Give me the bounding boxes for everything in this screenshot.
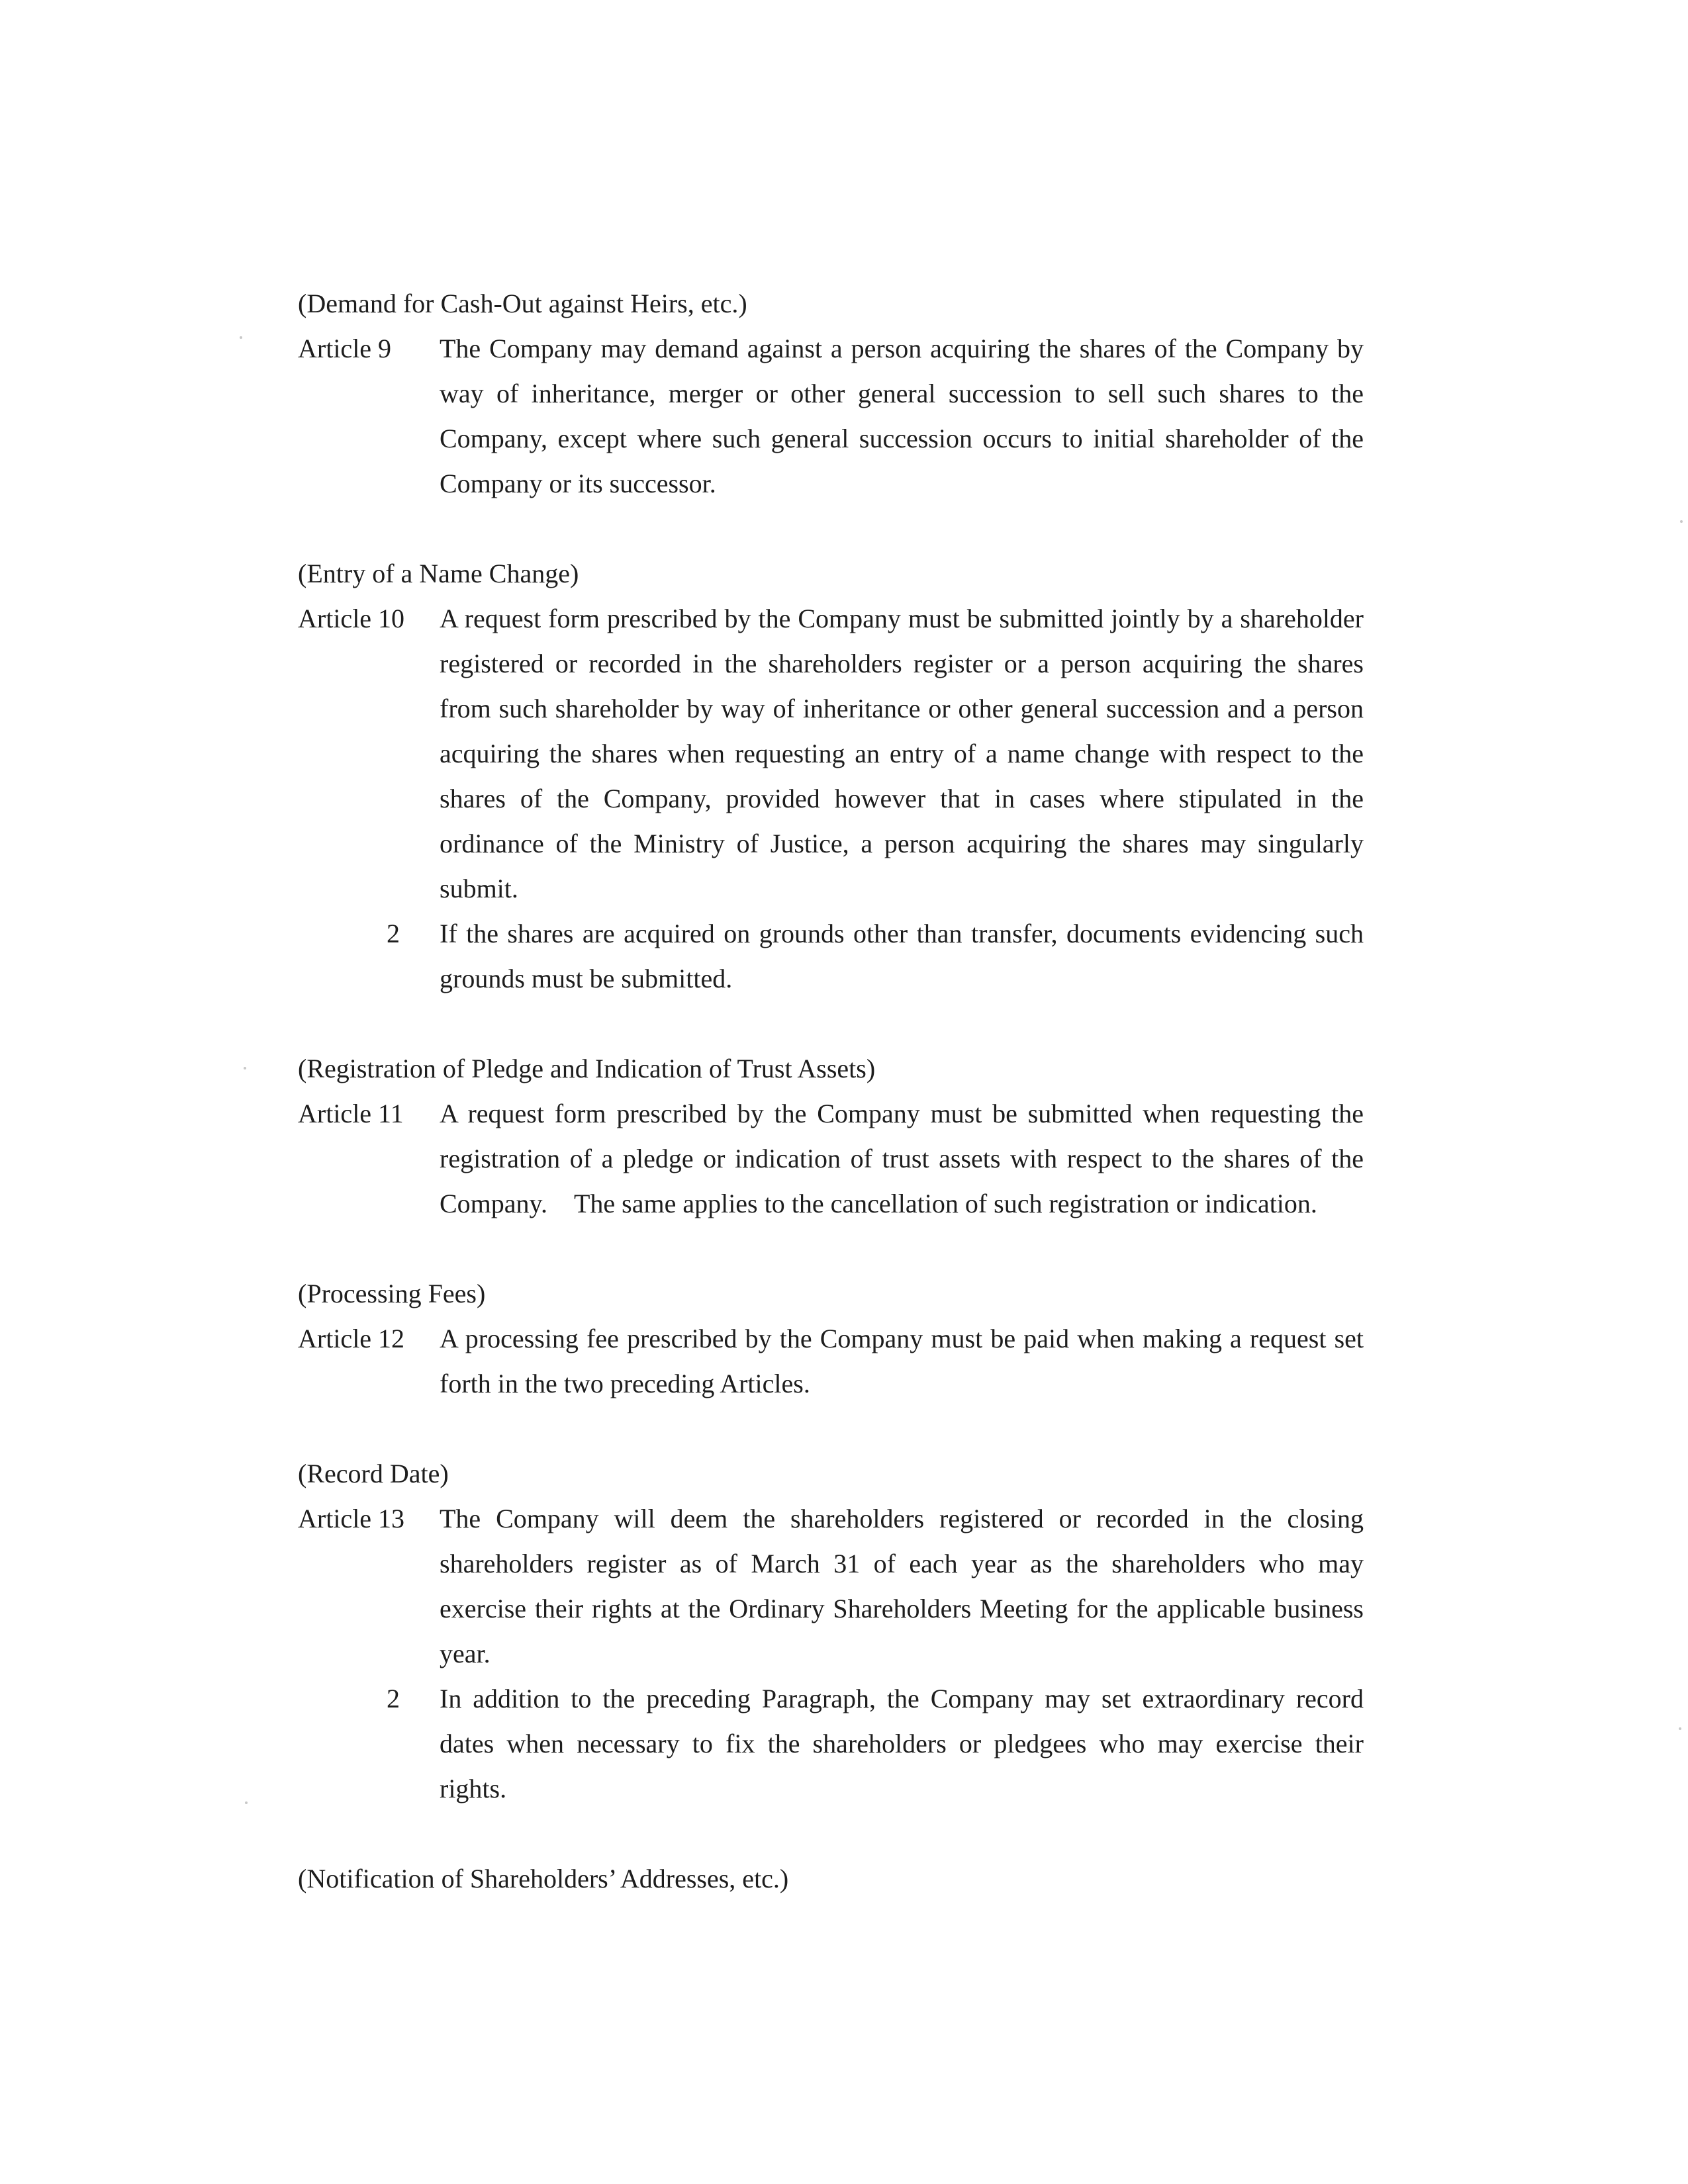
article-block	[298, 1316, 1364, 1406]
section-heading: (Notification of Shareholders’ Addresses, etc.)	[298, 1864, 789, 1893]
scan-speck	[245, 1801, 248, 1804]
subparagraph	[298, 1676, 1364, 1811]
article-paragraph: The Company may demand against a person acquiring the shares of the Company by way of inheritance, merger or other general succession to sell such shares to the Company, except where such general succession occurs to initial shareholder of the Company or its successor.	[440, 334, 1364, 498]
section-heading: (Processing Fees)	[298, 1279, 486, 1308]
section-heading: (Registration of Pledge and Indication of Trust Assets)	[298, 1054, 876, 1083]
section-heading: (Entry of a Name Change)	[298, 559, 579, 588]
article-body	[440, 1316, 1364, 1406]
section-article-11	[298, 1046, 1364, 1226]
section-article-12	[298, 1271, 1364, 1406]
scan-speck	[1679, 1727, 1681, 1730]
section-article-10	[298, 551, 1364, 1001]
article-paragraph: A request form prescribed by the Company must be submitted when requesting the registration of a pledge or indication of trust assets with respect to the shares of the Company. The same applies to the cancellation of such registration or indication.	[440, 1099, 1364, 1218]
section-heading: (Record Date)	[298, 1459, 449, 1488]
subparagraph-text: In addition to the preceding Paragraph, the Company may set extraordinary record dates when necessary to fix the shareholders or pledgees who may exercise their rights.	[440, 1684, 1364, 1803]
article-body	[440, 1091, 1364, 1226]
section-article-13	[298, 1451, 1364, 1811]
article-number: Article 12	[298, 1324, 405, 1353]
article-block	[298, 1091, 1364, 1226]
article-body	[440, 326, 1364, 506]
subparagraph-number: 2	[387, 1684, 400, 1713]
article-number: Article 9	[298, 334, 392, 363]
scan-speck	[1680, 520, 1683, 523]
article-paragraph: A processing fee prescribed by the Company must be paid when making a request set forth in the two preceding Articles.	[440, 1324, 1364, 1398]
article-number: Article 10	[298, 604, 405, 633]
article-block	[298, 1496, 1364, 1676]
section-heading: (Demand for Cash-Out against Heirs, etc.)	[298, 289, 747, 318]
article-block	[298, 596, 1364, 911]
subparagraph-number: 2	[387, 919, 400, 948]
article-paragraph: The Company will deem the shareholders registered or recorded in the closing shareholders register as of March 31 of each year as the shareholders who may exercise their rights at the Ordinary Shareholders Meeting for the applicable business year.	[440, 1504, 1364, 1668]
section-article-9	[298, 281, 1364, 506]
articles-of-incorporation-text	[298, 281, 1364, 1946]
article-body	[440, 1496, 1364, 1676]
article-number: Article 13	[298, 1504, 405, 1533]
scan-speck	[244, 1067, 246, 1069]
scan-speck	[240, 336, 242, 339]
article-body	[440, 596, 1364, 911]
section-notification-of-addresses	[298, 1856, 1364, 1901]
subparagraph	[298, 911, 1364, 1001]
article-number: Article 11	[298, 1099, 404, 1128]
article-block	[298, 326, 1364, 506]
article-paragraph: A request form prescribed by the Company must be submitted jointly by a shareholder registered or recorded in the shareholders register or a person acquiring the shares from such shareholder by way of inheritance or other general succession and a person acquiring the shares when requesting an entry of a name change with respect to the shares of the Company, provided however that in cases where stipulated in the ordinance of the Ministry of Justice, a person acquiring the shares may singularly submit.	[440, 604, 1364, 903]
subparagraph-text: If the shares are acquired on grounds other than transfer, documents evidencing such grounds must be submitted.	[440, 919, 1364, 993]
